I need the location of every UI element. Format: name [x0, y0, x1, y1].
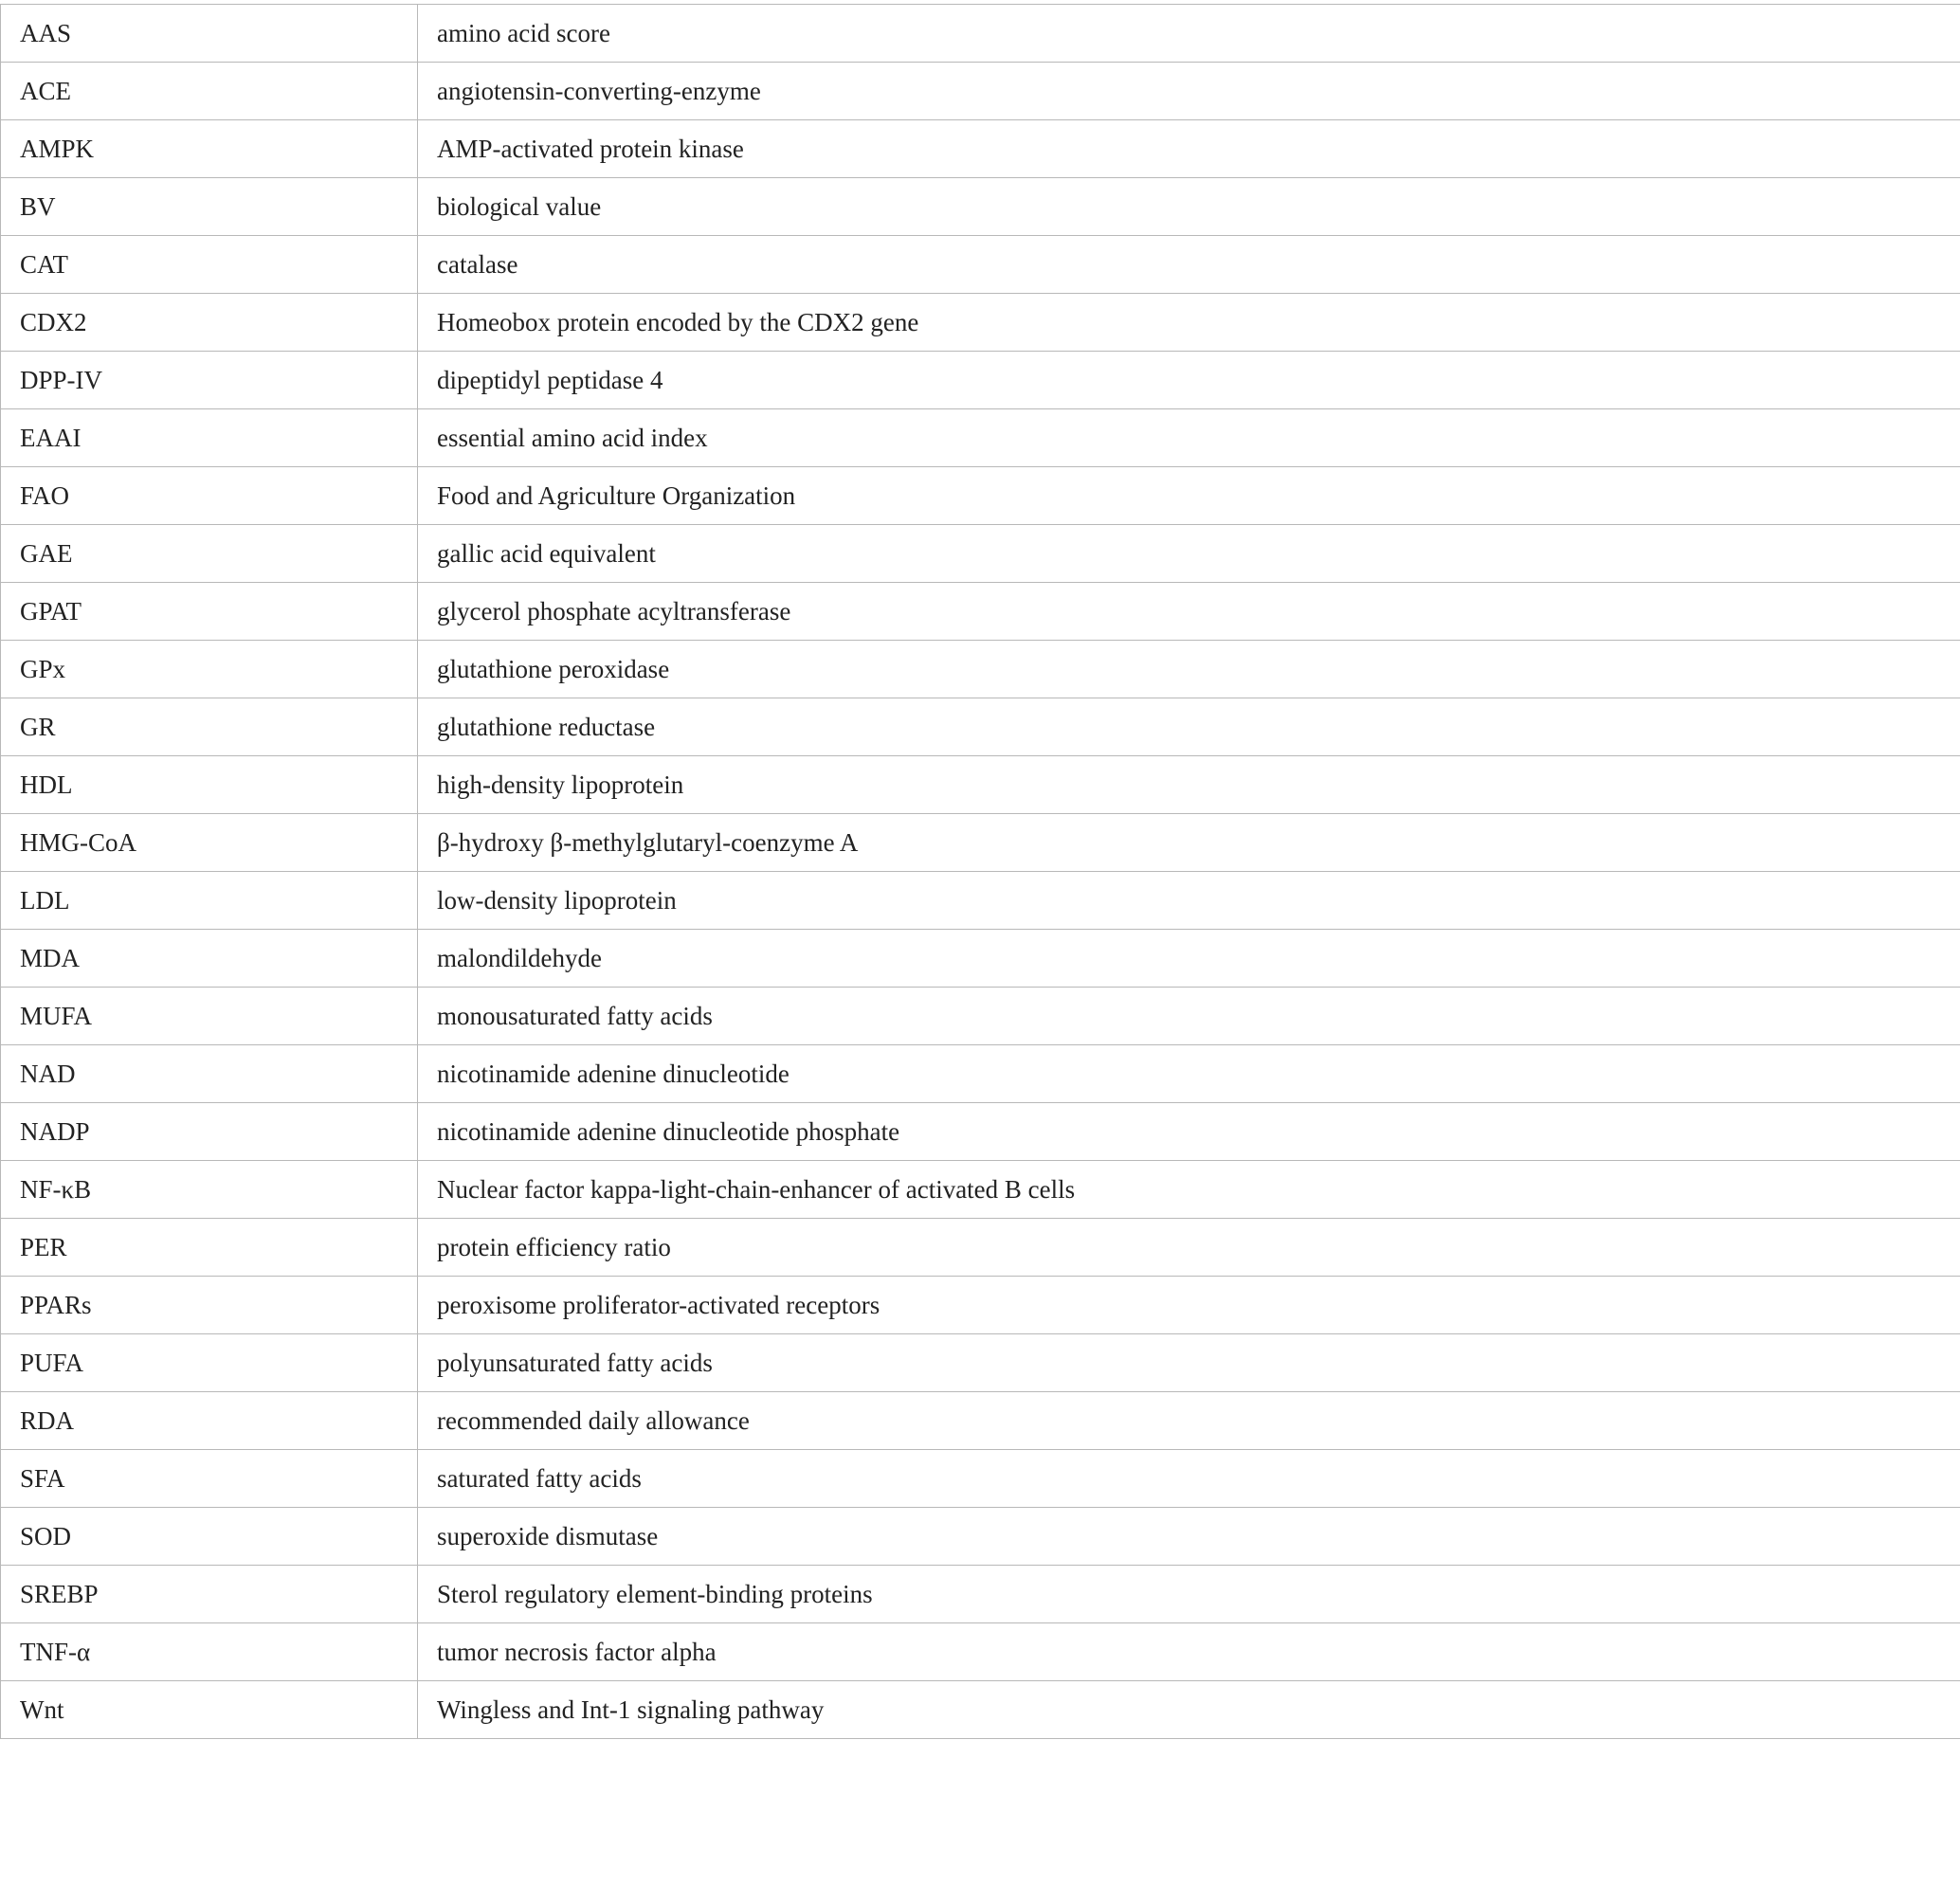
table-row — [1, 120, 1960, 178]
abbreviation-definition: polyunsaturated fatty acids — [418, 1334, 1960, 1392]
abbreviation-term: EAAI — [1, 409, 418, 467]
abbreviations-table — [0, 4, 1960, 1739]
abbreviations-table-body — [1, 5, 1960, 1739]
abbreviation-term: MUFA — [1, 988, 418, 1045]
abbreviation-definition: glycerol phosphate acyltransferase — [418, 583, 1960, 641]
abbreviation-definition: peroxisome proliferator-activated receptors — [418, 1277, 1960, 1334]
abbreviation-term: PUFA — [1, 1334, 418, 1392]
abbreviation-definition: recommended daily allowance — [418, 1392, 1960, 1450]
abbreviation-term: CDX2 — [1, 294, 418, 352]
table-row — [1, 1103, 1960, 1161]
abbreviation-term: HMG-CoA — [1, 814, 418, 872]
abbreviation-definition: Nuclear factor kappa-light-chain-enhancer of activated B cells — [418, 1161, 1960, 1219]
abbreviation-definition: Food and Agriculture Organization — [418, 467, 1960, 525]
abbreviation-term: TNF-α — [1, 1623, 418, 1681]
abbreviation-term: MDA — [1, 930, 418, 988]
abbreviation-definition: nicotinamide adenine dinucleotide phosphate — [418, 1103, 1960, 1161]
table-row — [1, 988, 1960, 1045]
abbreviation-term: SREBP — [1, 1566, 418, 1623]
abbreviation-term: BV — [1, 178, 418, 236]
abbreviation-definition: nicotinamide adenine dinucleotide — [418, 1045, 1960, 1103]
abbreviation-definition: angiotensin-converting-enzyme — [418, 63, 1960, 120]
abbreviation-definition: gallic acid equivalent — [418, 525, 1960, 583]
abbreviation-term: Wnt — [1, 1681, 418, 1739]
abbreviation-definition: low-density lipoprotein — [418, 872, 1960, 930]
table-row — [1, 583, 1960, 641]
abbreviation-definition: glutathione peroxidase — [418, 641, 1960, 698]
abbreviation-term: SFA — [1, 1450, 418, 1508]
table-row — [1, 236, 1960, 294]
abbreviation-definition: Sterol regulatory element-binding proteins — [418, 1566, 1960, 1623]
abbreviation-definition: dipeptidyl peptidase 4 — [418, 352, 1960, 409]
table-row — [1, 756, 1960, 814]
abbreviation-term: GPx — [1, 641, 418, 698]
table-row — [1, 1450, 1960, 1508]
table-row — [1, 1623, 1960, 1681]
abbreviation-definition: AMP-activated protein kinase — [418, 120, 1960, 178]
abbreviation-definition: monousaturated fatty acids — [418, 988, 1960, 1045]
abbreviation-definition: malondildehyde — [418, 930, 1960, 988]
table-row — [1, 294, 1960, 352]
table-row — [1, 5, 1960, 63]
abbreviation-definition: biological value — [418, 178, 1960, 236]
abbreviation-definition: β-hydroxy β-methylglutaryl-coenzyme A — [418, 814, 1960, 872]
table-row — [1, 1161, 1960, 1219]
abbreviation-term: NAD — [1, 1045, 418, 1103]
table-row — [1, 1508, 1960, 1566]
table-row — [1, 698, 1960, 756]
table-row — [1, 1681, 1960, 1739]
table-row — [1, 814, 1960, 872]
table-row — [1, 467, 1960, 525]
abbreviation-term: AMPK — [1, 120, 418, 178]
abbreviation-term: HDL — [1, 756, 418, 814]
abbreviation-term: GPAT — [1, 583, 418, 641]
abbreviation-definition: Homeobox protein encoded by the CDX2 gene — [418, 294, 1960, 352]
abbreviation-term: PPARs — [1, 1277, 418, 1334]
table-row — [1, 1045, 1960, 1103]
table-row — [1, 872, 1960, 930]
table-row — [1, 178, 1960, 236]
abbreviation-definition: essential amino acid index — [418, 409, 1960, 467]
abbreviation-term: NADP — [1, 1103, 418, 1161]
abbreviation-term: GAE — [1, 525, 418, 583]
abbreviation-term: GR — [1, 698, 418, 756]
abbreviation-definition: saturated fatty acids — [418, 1450, 1960, 1508]
table-row — [1, 1566, 1960, 1623]
abbreviation-term: FAO — [1, 467, 418, 525]
abbreviation-definition: high-density lipoprotein — [418, 756, 1960, 814]
abbreviation-term: RDA — [1, 1392, 418, 1450]
abbreviation-term: SOD — [1, 1508, 418, 1566]
abbreviation-term: AAS — [1, 5, 418, 63]
table-row — [1, 352, 1960, 409]
table-row — [1, 641, 1960, 698]
table-row — [1, 1277, 1960, 1334]
abbreviation-definition: tumor necrosis factor alpha — [418, 1623, 1960, 1681]
table-row — [1, 1219, 1960, 1277]
abbreviation-definition: protein efficiency ratio — [418, 1219, 1960, 1277]
abbreviation-term: PER — [1, 1219, 418, 1277]
abbreviation-term: LDL — [1, 872, 418, 930]
abbreviation-term: CAT — [1, 236, 418, 294]
abbreviation-definition: catalase — [418, 236, 1960, 294]
table-row — [1, 63, 1960, 120]
table-row — [1, 409, 1960, 467]
table-row — [1, 1392, 1960, 1450]
abbreviation-definition: superoxide dismutase — [418, 1508, 1960, 1566]
abbreviation-definition: glutathione reductase — [418, 698, 1960, 756]
table-row — [1, 1334, 1960, 1392]
abbreviation-term: NF-κB — [1, 1161, 418, 1219]
abbreviation-term: DPP-IV — [1, 352, 418, 409]
abbreviation-definition: amino acid score — [418, 5, 1960, 63]
table-row — [1, 930, 1960, 988]
table-row — [1, 525, 1960, 583]
abbreviation-definition: Wingless and Int-1 signaling pathway — [418, 1681, 1960, 1739]
abbreviation-term: ACE — [1, 63, 418, 120]
